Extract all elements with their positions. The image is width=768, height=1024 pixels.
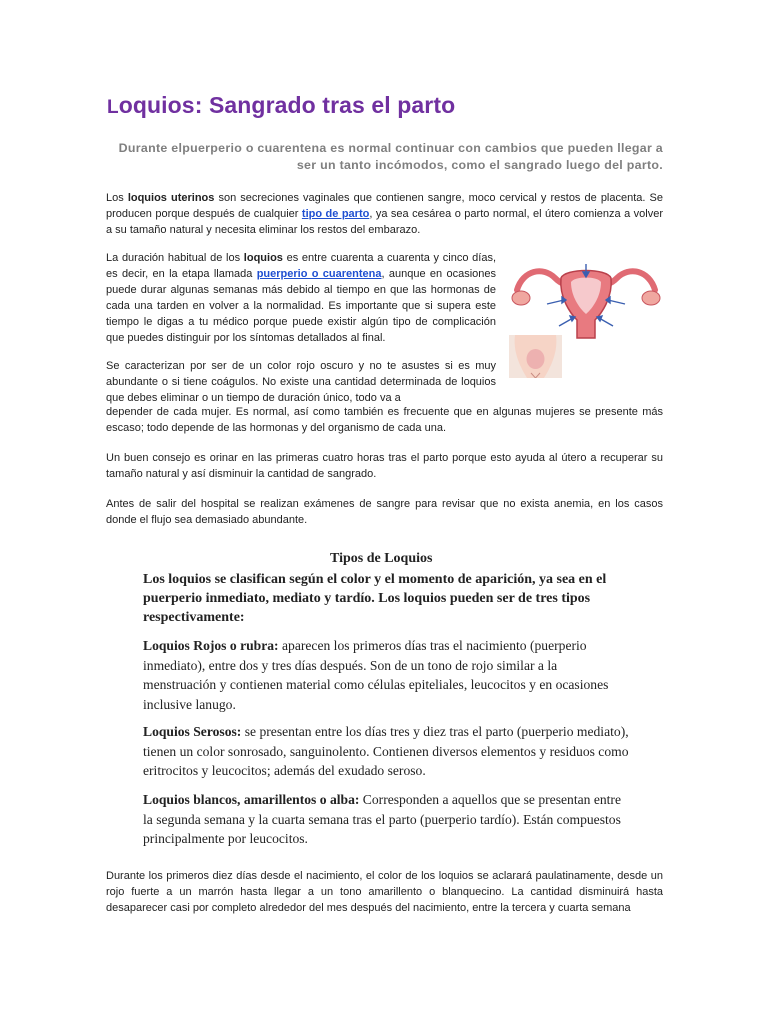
tipos-intro: Los loquios se clasifican según el color y el momento de aparición, ya sea en el puerperio inmediato, mediato y tardío. Los loquios pueden ser de tres tipos respectivamente: <box>143 572 607 625</box>
section-heading-tipos: Tipos de Loquios <box>330 551 433 566</box>
loquios-blancos-item <box>143 790 633 849</box>
text-run: , aunque en ocasiones puede durar algunas semanas más debido al tiempo en que las hormonas de cada una tarden en volver a la normalidad. Es importante que si supera este tiempo le digas a tu médico porque puede existir algún tipo de complicación que puedes distinguir por los síntomas detallados al final. <box>106 268 496 344</box>
paragraph-duration <box>106 250 496 346</box>
item-label: Loquios Rojos o rubra: <box>143 638 279 653</box>
text-run: es entre cuarenta a cuarenta y cinco días, es decir, en la etapa llamada <box>106 252 496 280</box>
link-tipo-de-parto[interactable]: tipo de parto <box>301 208 370 220</box>
title-rest: oquios: Sangrado tras el parto <box>118 92 456 118</box>
loquios-serosos-item <box>143 722 633 781</box>
loquios-rojos-item <box>143 636 633 714</box>
paragraph-characteristics-cont: depender de cada mujer. Es normal, así como también es frecuente que en algunas mujeres se presente más escaso; todo depende de las hormonas y del organismo de cada una. <box>106 406 663 434</box>
item-label: Loquios blancos, amarillentos o alba: <box>143 792 360 807</box>
item-text: Corresponden a aquellos que se presentan entre la segunda semana y la cuarta semana tras el parto (puerperio tardío). Están compuestos principalmente por leucocitos. <box>143 792 621 846</box>
item-text: aparecen los primeros días tras el nacimiento (puerperio inmediato), entre dos y tres días después. Son de un tono de rojo similar a la menstruación y contienen material como células epiteliales, leucocitos y en ocasiones inclusive lanugo. <box>143 638 609 712</box>
page-title <box>107 92 455 119</box>
text-run: son secreciones vaginales que contienen sangre, moco cervical y restos de placenta. Se producen porque después de cualquier <box>106 192 663 220</box>
paragraph-hospital: Antes de salir del hospital se realizan exámenes de sangre para revisar que no exista anemia, en los casos donde el flujo sea demasiado abundante. <box>106 498 663 526</box>
paragraph-characteristics: Se caracterizan por ser de un color rojo oscuro y no te asustes si es muy abundante o si tiene coágulos. No existe una cantidad determinada de loquios que debes eliminar o un tiempo de duración único, todo va a <box>106 360 496 404</box>
title-initial: L <box>107 97 119 118</box>
text-run: La duración habitual de los <box>106 252 244 264</box>
text-run: Los <box>106 192 128 204</box>
abdomen-illustration-icon <box>509 335 562 378</box>
item-label: Loquios Serosos: <box>143 724 242 739</box>
paragraph-definition <box>106 190 663 238</box>
uterus-illustration-icon <box>509 260 663 344</box>
text-run: , ya sea cesárea o parto normal, el útero comienza a volver a su tamaño natural y necesita eliminar los restos del embarazo. <box>106 208 663 236</box>
page-subtitle: Durante elpuerperio o cuarentena es normal continuar con cambios que pueden llegar a ser un tanto incómodos, como el sangrado luego del parto. <box>118 141 663 172</box>
paragraph-advice: Un buen consejo es orinar en las primeras cuatro horas tras el parto porque esto ayuda al útero a recuperar su tamaño natural y así disminuir la cantidad de sangrado. <box>106 452 663 480</box>
link-puerperio[interactable]: puerperio o cuarentena <box>256 268 382 280</box>
paragraph-evolution: Durante los primeros diez días desde el nacimiento, el color de los loquios se aclarará paulatinamente, desde un rojo fuerte a un marrón hasta llegar a un tono amarillento o blanquecino. La cantidad disminuirá hasta desaparecer casi por completo alrededor del mes después del nacimiento, entre la tercera y cuarta semana <box>106 870 663 914</box>
bold-term: loquios <box>243 252 283 264</box>
bold-term: loquios uterinos <box>127 192 215 204</box>
item-text: se presentan entre los días tres y diez tras el parto (puerperio mediato), tienen un color sonrosado, sanguinolento. Contienen diversos elementos y residuos como eritrocitos y leucocitos; además del exudado seroso. <box>143 724 629 778</box>
